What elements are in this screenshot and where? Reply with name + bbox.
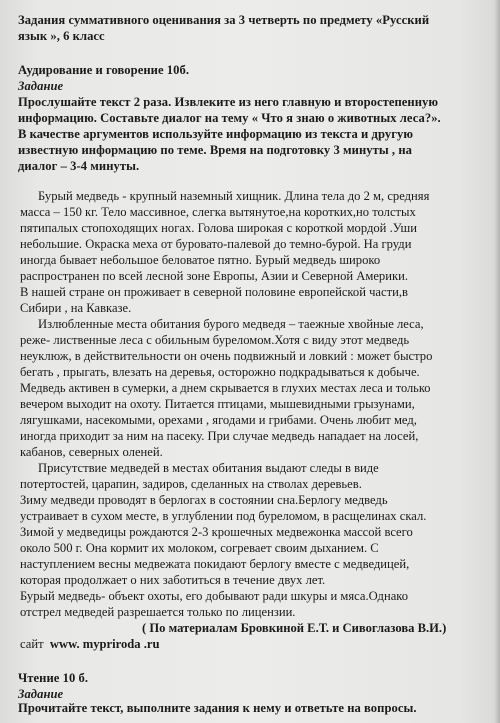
text-line: лягушками, насекомыми, орехами , ягодами и грибами. Очень любит мед, [20,413,417,427]
title-line-1: Задания суммативного оценивания за 3 четверть по предмету «Русский [18,13,430,27]
text-line: Зимой у медведицы рождаются 2-3 крошечных медвежонка массой всего [20,525,413,539]
text-line: вечером выходит на охоту. Питается птицами, мышевидными грызунами, [20,397,415,411]
task-label: Задание [18,79,64,93]
text-line: устраивает в сухом месте, в углублении под буреломом, в расщелинах скал. [20,509,427,523]
text-line: Бурый медведь- объект охоты, его добывают ради шкуры и мяса.Однако [20,589,409,603]
text-line: наступлением весны медвежата покидают берлогу вместе с медведицей, [20,557,410,571]
text-line: около 500 г. Она кормит их молоком, согревает своим дыханием. С [20,541,379,555]
section-heading-reading: Чтение 10 б. [18,671,89,685]
instruction-line-partial: Прочитайте текст, выполните задания к нему и ответьте на вопросы. [18,701,417,715]
reading-text [0,188,500,652]
section-listening [0,62,500,174]
task-label: Задание [18,687,64,701]
text-line: небольшие. Окраска меха от буровато-палевой до темно-бурой. На груди [20,237,412,251]
title-line-2: язык », 6 класс [18,29,105,43]
text-line: Сибири , на Кавказе. [20,301,132,315]
instruction-line: диалог – 3-4 минуты. [18,159,140,173]
text-line: реже- лиственные леса с обильным буреломом.Хотя с виду этот медведь [20,333,410,347]
source-site [20,636,500,652]
document-title [0,12,500,44]
instruction-line: известную информацию по теме. Время на подготовку 3 минуты , на [18,143,412,157]
text-line: которая продолжает о них заботиться в течение двух лет. [20,573,326,587]
text-line: потертостей, царапин, задиров, сделанных на стволах деревьев. [20,477,362,491]
text-line: В нашей стране он проживает в северной половине европейской части,в [20,285,408,299]
page-edge-shadow [494,0,500,723]
text-line: кабанов, северных оленей. [20,445,163,459]
site-prefix: сайт [20,637,44,651]
instruction-line: Прослушайте текст 2 раза. Извлеките из него главную и второстепенную [18,95,439,109]
text-line: иногда бывает небольшое беловатое пятно. Бурый медведь широко [20,253,381,267]
text-line: Зиму медведи проводят в берлогах в состоянии сна.Берлогу медведь [20,493,388,507]
text-line: иногда приходит за ним на пасеку. При случае медведь нападает на лосей, [20,429,419,443]
text-line: распространен по всей лесной зоне Европы, Азии и Северной Америки. [20,269,408,283]
text-line: Бурый медведь - крупный наземный хищник. Длина тела до 2 м, средняя [38,189,430,203]
text-line: неуклюж, в действительности он очень подвижный и ловкий : может быстро [20,349,433,363]
text-line: Присутствие медведей в местах обитания выдают следы в виде [38,461,379,475]
text-line: бегать , прыгать, влезать на деревья, осторожно подкрадываться к добыче. [20,365,420,379]
text-line: масса – 150 кг. Тело массивное, слегка вытянутое,на коротких,но толстых [20,205,416,219]
section-heading-listening: Аудирование и говорение 10б. [18,63,190,77]
text-line: пятипалых стопоходящих ногах. Голова широкая с короткой мордой .Уши [20,221,417,235]
site-url: www. mypriroda .ru [49,637,160,651]
section-reading [0,670,500,718]
text-line: отстрел медведей разрешается только по лицензии. [20,605,296,619]
text-line: Излюбленные места обитания бурого медведя – таежные хвойные леса, [38,317,424,331]
instruction-line: информацию. Составьте диалог на тему « Что я знаю о животных леса?». [18,111,441,125]
source-citation: ( По материалам Бровкиной Е.Т. и Сивоглазова В.И.) [142,621,447,635]
instruction-line: В качестве аргументов используйте информацию из текста и другую [18,127,413,141]
text-line: Медведь активен в сумерки, а днем скрывается в глухих местах леса и только [20,381,431,395]
